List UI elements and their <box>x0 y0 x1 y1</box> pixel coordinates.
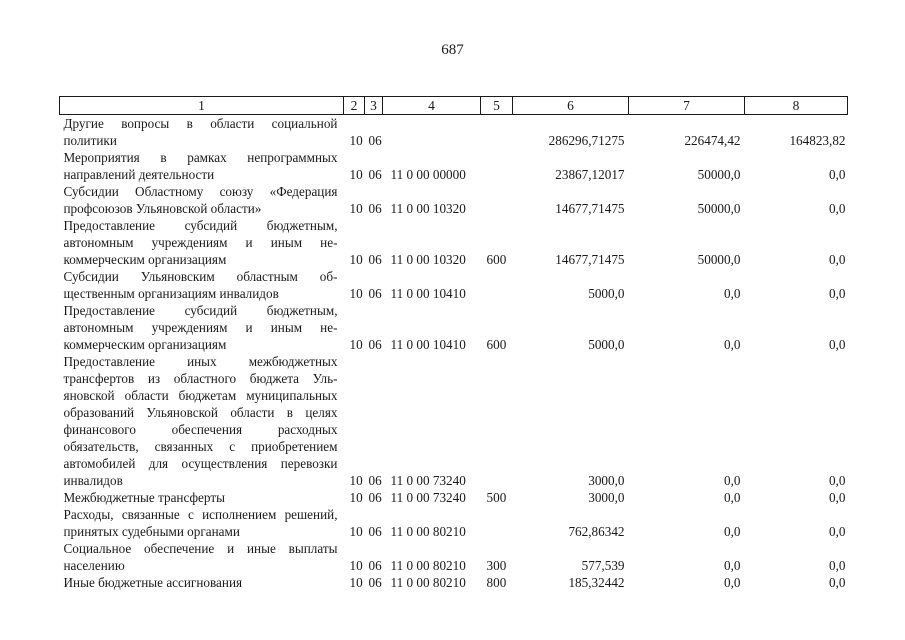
row-value-6: 14677,71475 <box>555 201 625 216</box>
row-expense-type: 600 <box>486 337 507 352</box>
table-row <box>60 149 848 183</box>
row-target-code: 11 0 00 10320 <box>390 201 466 216</box>
row-target-code: 11 0 00 80210 <box>390 524 466 539</box>
row-section: 10 <box>349 473 363 488</box>
row-section: 10 <box>349 524 363 539</box>
row-value-7: 0,0 <box>724 473 741 488</box>
row-expense-type: 300 <box>486 558 507 573</box>
row-subsection: 06 <box>368 524 382 539</box>
row-value-7: 50000,0 <box>697 167 741 182</box>
header-col-4: 4 <box>383 97 481 115</box>
row-subsection: 06 <box>368 201 382 216</box>
budget-table <box>59 96 848 591</box>
row-target-code: 11 0 00 10320 <box>390 252 466 267</box>
row-name: Межбюджетные трансферты <box>63 490 225 505</box>
table-row <box>60 540 848 574</box>
row-section: 10 <box>349 286 363 301</box>
row-value-7: 50000,0 <box>697 201 741 216</box>
row-target-code <box>383 115 481 150</box>
row-value-7: 0,0 <box>724 558 741 573</box>
row-value-8: 0,0 <box>829 252 846 267</box>
row-name: Социальное обеспечение и иные выплаты населению <box>63 541 338 573</box>
row-name: Предоставление субсидий бюджетным, автономным учреждениям и иным некоммерческим организациям <box>63 218 338 267</box>
row-value-6: 5000,0 <box>588 286 625 301</box>
row-section: 10 <box>349 558 363 573</box>
row-subsection: 06 <box>368 252 382 267</box>
row-value-6: 286296,71275 <box>548 133 625 148</box>
row-subsection: 06 <box>368 133 382 148</box>
row-expense-type: 800 <box>486 575 507 590</box>
row-subsection: 06 <box>368 286 382 301</box>
row-name: Предоставление субсидий бюджетным, автономным учреждениям и иным некоммерческим организациям <box>63 303 338 352</box>
row-expense-type <box>481 268 513 302</box>
row-value-7: 0,0 <box>724 490 741 505</box>
row-section: 10 <box>349 252 363 267</box>
row-value-7: 50000,0 <box>697 252 741 267</box>
row-value-7: 0,0 <box>724 575 741 590</box>
row-name: Иные бюджетные ассигнования <box>63 575 243 590</box>
row-expense-type <box>481 149 513 183</box>
row-expense-type <box>481 506 513 540</box>
row-section: 10 <box>349 575 363 590</box>
row-subsection: 06 <box>368 473 382 488</box>
row-value-6: 762,86342 <box>568 524 625 539</box>
row-section: 10 <box>349 167 363 182</box>
row-name: Субсидии Ульяновским областным общественным организациям инвалидов <box>63 269 338 301</box>
row-target-code: 11 0 00 00000 <box>390 167 466 182</box>
page-number: 687 <box>441 42 464 58</box>
row-value-7: 226474,42 <box>684 133 741 148</box>
table-row <box>60 217 848 268</box>
row-expense-type <box>481 115 513 150</box>
row-name: Предоставление иных межбюджетных трансфертов из областного бюджета Ульяновской области бюджетам муниципальных образований Ульяновской области в целях финансового обеспечения расходных обязательств, связанных с приобретением автомобилей для осуществления перевозки инвалидов <box>63 354 338 488</box>
header-col-5: 5 <box>481 97 513 115</box>
row-expense-type: 500 <box>486 490 507 505</box>
row-name: Расходы, связанные с исполнением решений, принятых судебными органами <box>63 507 338 539</box>
row-expense-type <box>481 183 513 217</box>
row-section: 10 <box>349 490 363 505</box>
row-name: Мероприятия в рамках непрограммных направлений деятельности <box>63 150 338 182</box>
table-row <box>60 183 848 217</box>
header-col-3: 3 <box>365 97 383 115</box>
row-value-8: 0,0 <box>829 337 846 352</box>
row-value-6: 185,32442 <box>568 575 625 590</box>
row-value-6: 14677,71475 <box>555 252 625 267</box>
row-target-code: 11 0 00 73240 <box>390 473 466 488</box>
table-row <box>60 489 848 506</box>
row-target-code: 11 0 00 10410 <box>390 337 466 352</box>
row-value-8: 0,0 <box>829 524 846 539</box>
row-name: Субсидии Областному союзу «Федерация профсоюзов Ульяновской области» <box>63 184 338 216</box>
row-value-6: 23867,12017 <box>555 167 625 182</box>
row-value-8: 0,0 <box>829 473 846 488</box>
row-name: Другие вопросы в области социальной политики <box>63 116 338 148</box>
header-row <box>60 97 848 115</box>
table-row <box>60 268 848 302</box>
row-value-6: 5000,0 <box>588 337 625 352</box>
row-expense-type <box>481 353 513 489</box>
row-subsection: 06 <box>368 490 382 505</box>
row-value-7: 0,0 <box>724 337 741 352</box>
row-section: 10 <box>349 201 363 216</box>
row-subsection: 06 <box>368 337 382 352</box>
row-value-8: 0,0 <box>829 201 846 216</box>
row-target-code: 11 0 00 73240 <box>390 490 466 505</box>
row-target-code: 11 0 00 10410 <box>390 286 466 301</box>
row-target-code: 11 0 00 80210 <box>390 575 466 590</box>
row-subsection: 06 <box>368 575 382 590</box>
row-value-7: 0,0 <box>724 286 741 301</box>
row-subsection: 06 <box>368 167 382 182</box>
table-row <box>60 302 848 353</box>
row-value-8: 0,0 <box>829 490 846 505</box>
row-value-6: 3000,0 <box>588 490 625 505</box>
row-section: 10 <box>349 337 363 352</box>
row-value-6: 577,539 <box>581 558 625 573</box>
row-value-7: 0,0 <box>724 524 741 539</box>
row-value-8: 0,0 <box>829 575 846 590</box>
row-subsection: 06 <box>368 558 382 573</box>
row-value-6: 3000,0 <box>588 473 625 488</box>
table-row <box>60 115 848 150</box>
header-col-6: 6 <box>513 97 629 115</box>
row-target-code: 11 0 00 80210 <box>390 558 466 573</box>
table-row <box>60 574 848 591</box>
header-col-8: 8 <box>745 97 848 115</box>
table-row <box>60 506 848 540</box>
row-expense-type: 600 <box>486 252 507 267</box>
row-value-8: 164823,82 <box>789 133 846 148</box>
header-col-2: 2 <box>344 97 365 115</box>
table-row <box>60 353 848 489</box>
header-col-1: 1 <box>60 97 344 115</box>
row-value-8: 0,0 <box>829 286 846 301</box>
row-section: 10 <box>349 133 363 148</box>
row-value-8: 0,0 <box>829 167 846 182</box>
row-value-8: 0,0 <box>829 558 846 573</box>
header-col-7: 7 <box>629 97 745 115</box>
